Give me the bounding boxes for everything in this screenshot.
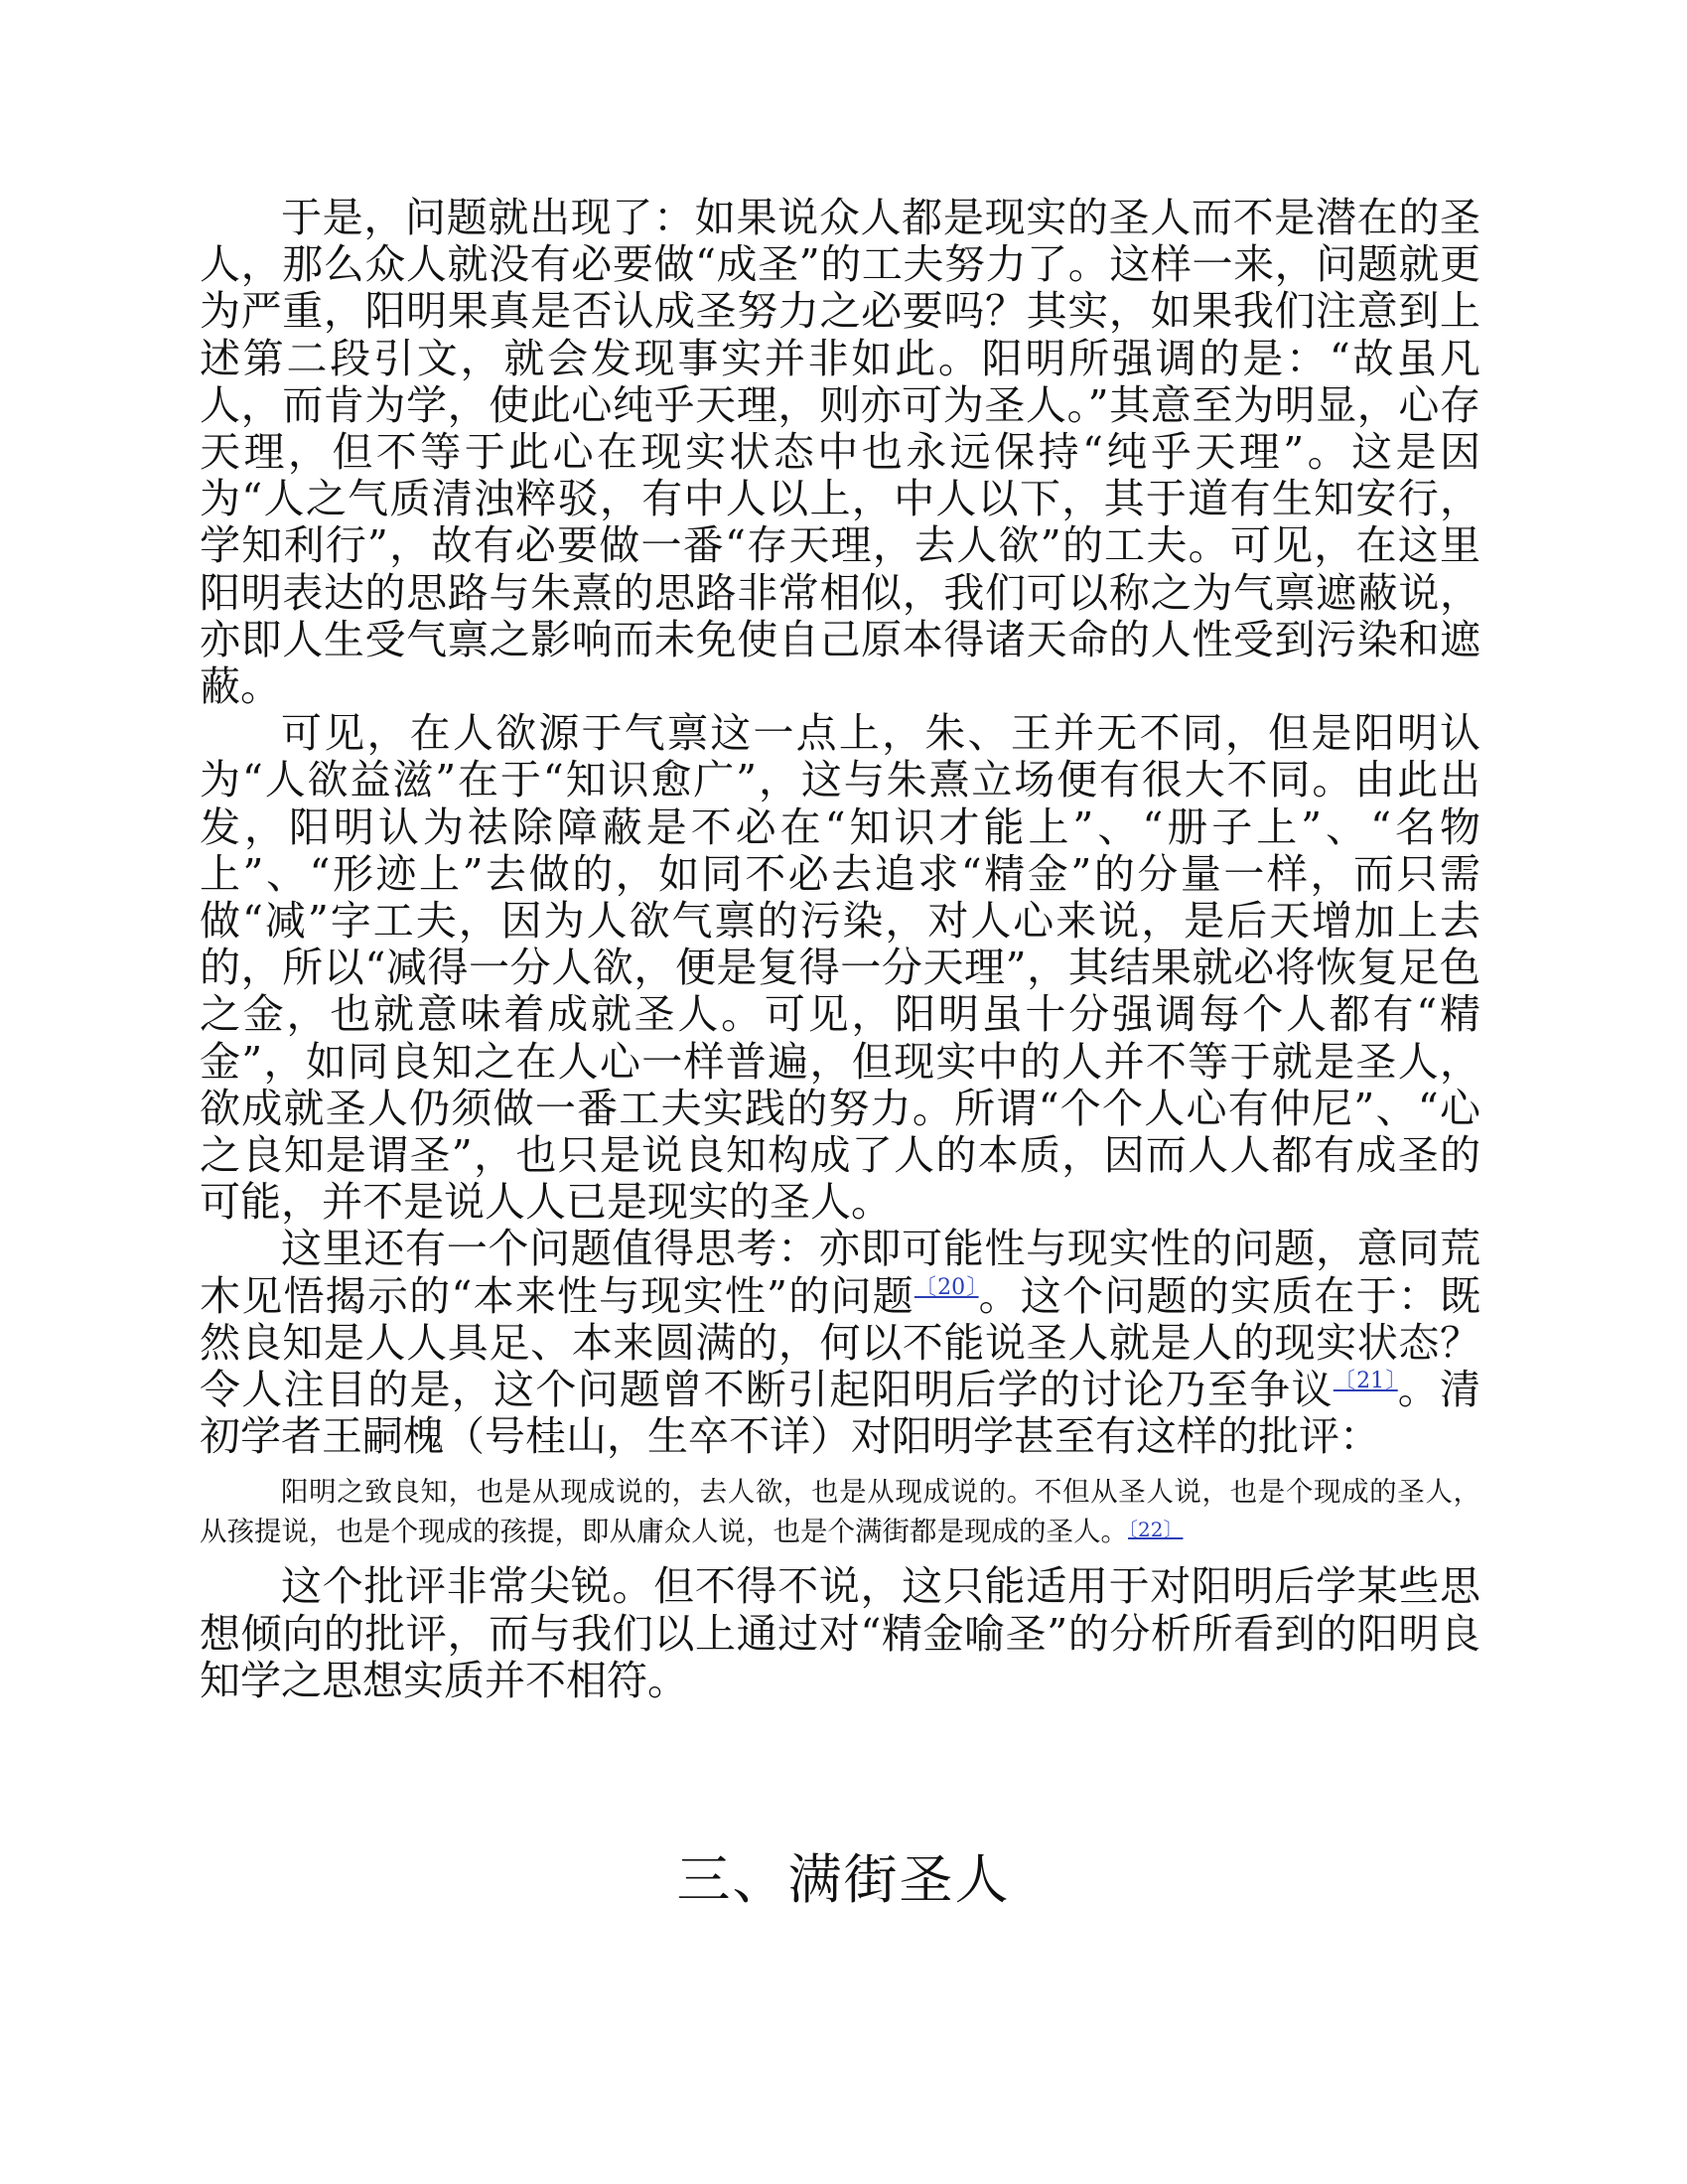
paragraph-3-text-b: 。这个问题的实质在于：既然良知是人人具足、本来圆满的，何以不能说圣人就是人的现实状态？令人注目的是，这个问题曾不断引起阳明后学的讨论乃至争议 bbox=[200, 1271, 1481, 1414]
section-heading: 三、满街圣人 bbox=[676, 1848, 1011, 1911]
footnote-link-22[interactable]: 〔22〕 bbox=[1128, 1518, 1184, 1542]
paragraph-4: 这个批评非常尖锐。但不得不说，这只能适用于对阳明后学某些思想倾向的批评，而与我们以上通过对“精金喻圣”的分析所看到的阳明良知学之思想实质并不相符。 bbox=[200, 1562, 1480, 1704]
block-quote bbox=[200, 1472, 1480, 1551]
paragraph-3-text-a: 这里还有一个问题值得思考：亦即可能性与现实性的问题，意同荒木见悟揭示的“本来性与现实性”的问题 bbox=[200, 1225, 1480, 1320]
document-body bbox=[200, 195, 1480, 1704]
footnote-link-21[interactable]: 〔21〕 bbox=[1333, 1369, 1398, 1394]
paragraph-1: 于是，问题就出现了：如果说众人都是现实的圣人而不是潜在的圣人，那么众人就没有必要做“成圣”的工夫努力了。这样一来，问题就更为严重，阳明果真是否认成圣努力之必要吗？其实，如果我们注意到上述第二段引文，就会发现事实并非如此。阳明所强调的是：“故虽凡人，而肯为学，使此心纯乎天理，则亦可为圣人。”其意至为明显，心存天理，但不等于此心在现实状态中也永远保持“纯乎天理”。这是因为“人之气质清浊粹驳，有中人以上，中人以下，其于道有生知安行，学知利行”，故有必要做一番“存天理，去人欲”的工夫。可见，在这里阳明表达的思路与朱熹的思路非常相似，我们可以称之为气禀遮蔽说，亦即人生受气禀之影响而未免使自己原本得诸天命的人性受到污染和遮蔽。 bbox=[200, 194, 1480, 711]
footnote-link-20[interactable]: 〔20〕 bbox=[914, 1274, 979, 1300]
paragraph-3 bbox=[200, 1226, 1480, 1460]
paragraph-3-text-c: 。清初学者王嗣槐（号桂山，生卒不详）对阳明学甚至有这样的批评： bbox=[200, 1366, 1481, 1461]
block-quote-text: 阳明之致良知，也是从现成说的，去人欲，也是从现成说的。不但从圣人说，也是个现成的圣人，从孩提说，也是个现成的孩提，即从庸众人说，也是个满街都是现成的圣人。 bbox=[200, 1476, 1480, 1548]
paragraph-2: 可见，在人欲源于气禀这一点上，朱、王并无不同，但是阳明认为“人欲益滋”在于“知识愈广”，这与朱熹立场便有很大不同。由此出发，阳明认为祛除障蔽是不必在“知识才能上”、“册子上”、“名物上”、“形迹上”去做的，如同不必去追求“精金”的分量一样，而只需做“减”字工夫，因为人欲气禀的污染，对人心来说，是后天增加上去的，所以“减得一分人欲，便是复得一分天理”，其结果就必将恢复足色之金，也就意味着成就圣人。可见，阳明虽十分强调每个人都有“精金”，如同良知之在人心一样普遍，但现实中的人并不等于就是圣人，欲成就圣人仍须做一番工夫实践的努力。所谓“个个人心有仲尼”、“心之良知是谓圣”，也只是说良知构成了人的本质，因而人人都有成圣的可能，并不是说人人已是现实的圣人。 bbox=[200, 709, 1480, 1227]
